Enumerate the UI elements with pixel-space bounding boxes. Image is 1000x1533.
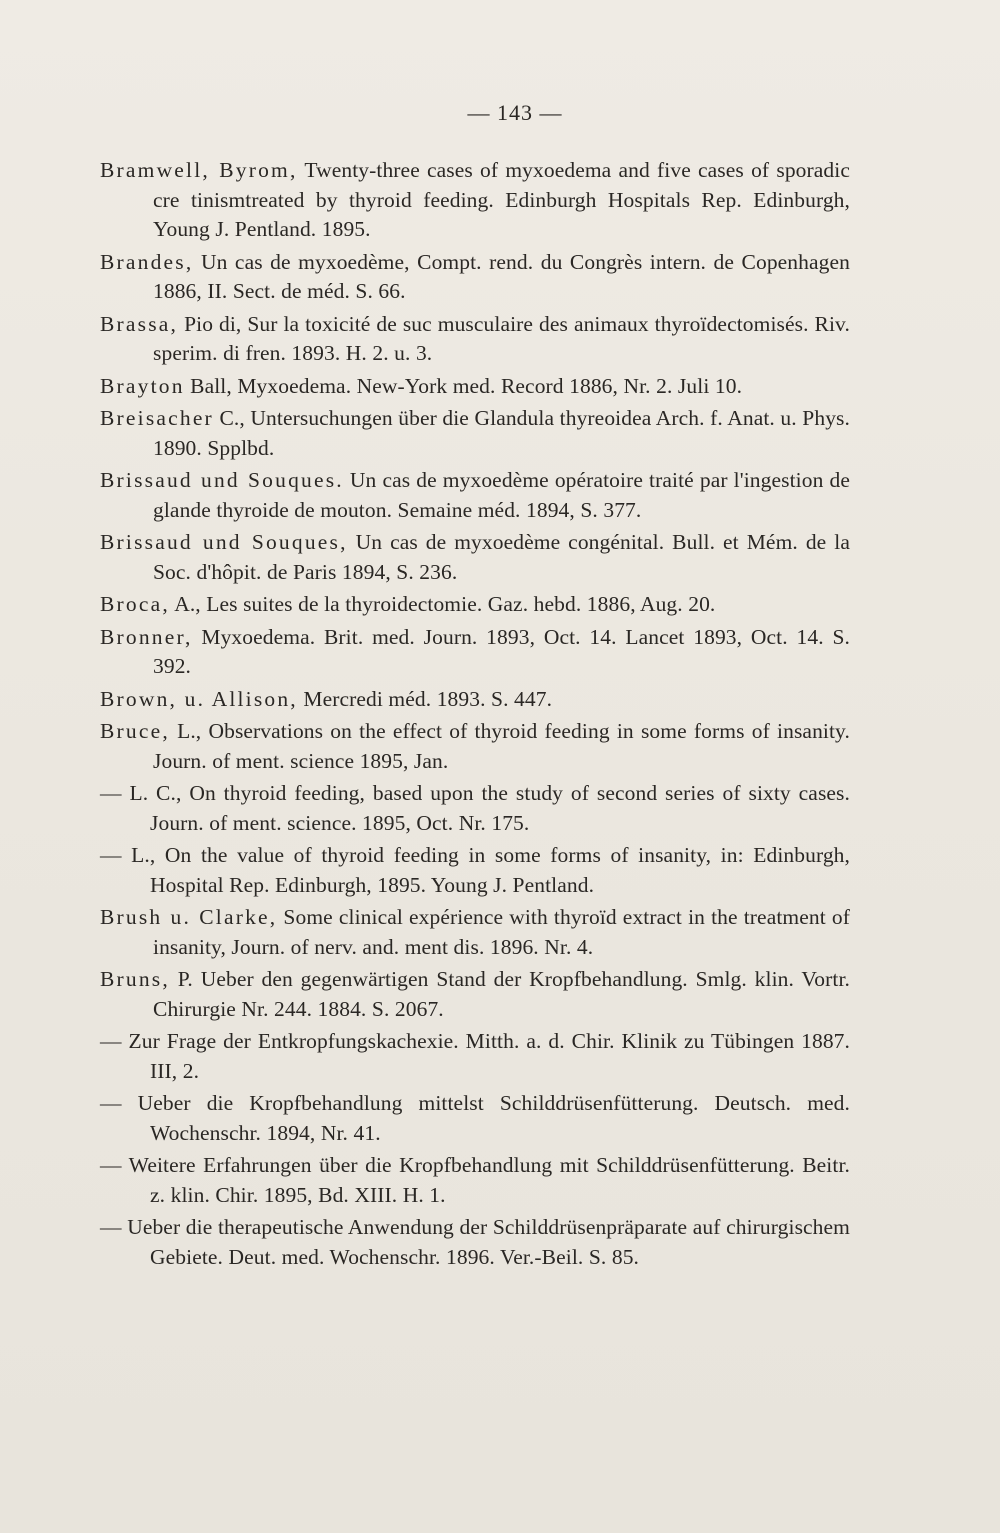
bibliography-entry (100, 623, 850, 682)
bibliography-entry (100, 590, 850, 620)
entry-text: Myxoedema. Brit. med. Journ. 1893, Oct. 14. Lancet 1893, Oct. 14. S. 392. (153, 624, 850, 678)
bibliography-entry (100, 528, 850, 587)
entry-author: Bronner, (100, 624, 193, 649)
entry-author: Brissaud und Souques. (100, 468, 344, 492)
entry-text: Ball, Myxoedema. New-York med. Record 1886, Nr. 2. Juli 10. (184, 373, 743, 398)
bibliography-entry (100, 372, 850, 402)
bibliography-entry (100, 404, 850, 463)
bibliography-entry (100, 248, 850, 307)
bibliography-entry (100, 841, 850, 900)
page-number: — 143 — (467, 100, 563, 125)
entry-text: — Weitere Erfahrungen über die Kropfbehandlung mit Schilddrüsenfütterung. Beitr. z. klin. Chir. 1895, Bd. XIII. H. 1. (100, 1153, 850, 1207)
bibliography-entry (100, 156, 850, 245)
entry-author: Brayton (100, 373, 185, 398)
entry-text: C., Untersuchungen über die Glandula thyreoidea Arch. f. Anat. u. Phys. 1890. Spplbd. (153, 406, 850, 460)
bibliography-entry (100, 1213, 850, 1272)
bibliography-entry (100, 903, 850, 962)
entry-text: Mercredi méd. 1893. S. 447. (297, 686, 553, 711)
entry-author: Bruce, (100, 719, 170, 743)
bibliography-entry (100, 1089, 850, 1148)
entry-author: Brassa, (100, 311, 179, 336)
entry-text: Twenty-three cases of myxoedema and five cases of sporadic cre tinismtreated by thyroid feeding. Edinburgh Hospitals Rep. Edinburgh, Young J. Pentland. 1895. (153, 158, 850, 241)
entry-text: — L., On the value of thyroid feeding in some forms of insanity, in: Edinburgh, Hospital Rep. Edinburgh, 1895. Young J. Pentland. (100, 843, 850, 897)
entry-text: Some clinical expérience with thyroïd extract in the treatment of insanity, Journ. of nerv. and. ment dis. 1896. Nr. 4. (153, 905, 850, 959)
entry-text: — Zur Frage der Entkropfungskachexie. Mitth. a. d. Chir. Klinik zu Tübingen 1887. III, 2. (100, 1029, 850, 1083)
entry-text: — Ueber die therapeutische Anwendung der Schilddrüsenpräparate auf chirurgischem Gebiete. Deut. med. Wochenschr. 1896. Ver.-Beil. S. 85. (100, 1215, 850, 1269)
bibliography-entry (100, 685, 850, 715)
entry-text: — Ueber die Kropfbehandlung mittelst Schilddrüsenfütterung. Deutsch. med. Wochenschr. 1894, Nr. 41. (100, 1091, 850, 1145)
entry-text: Un cas de myxoedème, Compt. rend. du Congrès intern. de Copenhagen 1886, II. Sect. de méd. S. 66. (153, 249, 850, 303)
bibliography-entry (100, 310, 850, 369)
bibliography-entry (100, 717, 850, 776)
entry-text: Un cas de myxoedème opératoire traité par l'ingestion de glande thyroide de mouton. Semaine méd. 1894, S. 377. (153, 468, 850, 522)
entry-author: Brandes, (100, 249, 194, 274)
bibliography-entry (100, 1027, 850, 1086)
bibliography-list (100, 156, 850, 1272)
entry-author: Brown, u. Allison, (100, 686, 298, 711)
entry-text: — L. C., On thyroid feeding, based upon the study of second series of sixty cases. Journ. of ment. science. 1895, Oct. Nr. 175. (100, 781, 850, 835)
entry-text: P. Ueber den gegenwärtigen Stand der Kropfbehandlung. Smlg. klin. Vortr. Chirurgie Nr. 244. 1884. S. 2067. (153, 967, 850, 1021)
entry-text: Un cas de myxoedème congénital. Bull. et Mém. de la Soc. d'hôpit. de Paris 1894, S. 236. (153, 530, 850, 584)
bibliography-entry (100, 965, 850, 1024)
entry-author: Broca, (100, 592, 170, 616)
bibliography-entry (100, 1151, 850, 1210)
bibliography-entry (100, 779, 850, 838)
entry-author: Bramwell, Byrom, (100, 158, 298, 182)
bibliography-entry (100, 466, 850, 525)
entry-author: Brissaud und Souques, (100, 530, 348, 554)
entry-author: Brush u. Clarke, (100, 905, 278, 929)
entry-author: Bruns, (100, 967, 170, 991)
entry-text: Pio di, Sur la toxicité de suc musculaire des animaux thyroïdectomisés. Riv. sperim. di fren. 1893. H. 2. u. 3. (153, 311, 850, 365)
entry-text: L., Observations on the effect of thyroid feeding in some forms of insanity. Journ. of ment. science 1895, Jan. (153, 719, 850, 773)
entry-author: Breisacher (100, 406, 214, 430)
entry-text: A., Les suites de la thyroidectomie. Gaz. hebd. 1886, Aug. 20. (169, 592, 716, 616)
